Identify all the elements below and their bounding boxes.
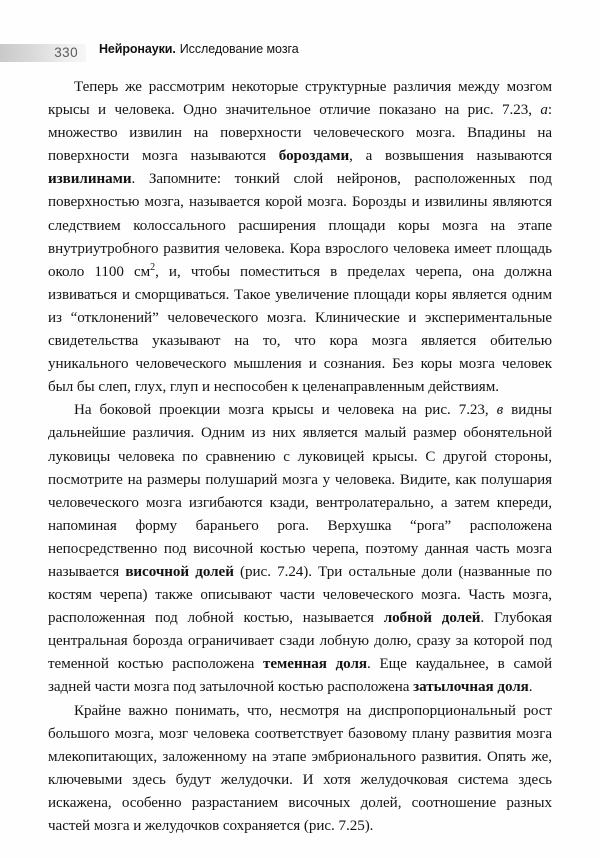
bold-term: извилинами <box>48 171 132 188</box>
bold-term: височной долей <box>125 563 234 580</box>
page-body <box>48 76 552 838</box>
text-run: . Глубокая центральная борозда ограничивает сзади лобную долю, сразу за которой под теменной костью расположена <box>48 610 552 673</box>
text-run: На боковой проекции мозга крысы и человека на рис. 7.23, <box>74 402 497 419</box>
text-run: : множество извилин на поверхности человеческого мозга. Впадины на поверхности мозга называются <box>48 102 552 165</box>
header-book-title: Нейронауки. <box>99 42 176 56</box>
text-run: . Еще каудальнее, в самой задней части мозга под затылочной костью расположена <box>48 656 552 696</box>
superscript-unit: 2 <box>150 261 156 273</box>
running-head <box>0 41 600 63</box>
paragraph-1 <box>48 76 552 399</box>
italic-figure-label: а <box>540 102 548 119</box>
paragraph-3 <box>48 700 552 839</box>
bold-term: затылочная доля <box>413 679 529 696</box>
header-section-title: Исследование мозга <box>179 42 299 56</box>
bold-term: бороздами <box>278 148 350 165</box>
text-run: (рис. 7.24). Три остальные доли (названные по костям черепа) также описывают части человеческого мозга. Часть мозга, расположенная под лобной костью, называется <box>48 563 552 627</box>
text-run: . Запомните: тонкий слой нейронов, расположенных под поверхностью мозга, называется корой мозга. Борозды и извилины являются следствием колоссального расширения площади коры мозга на этапе внутриутробного развития человека. Кора взрослого человека имеет площадь около 1100 см <box>48 171 552 280</box>
bold-term: лобной долей <box>383 610 481 627</box>
bold-term: теменная доля <box>263 656 368 673</box>
text-run: . <box>528 679 533 696</box>
header-title <box>99 42 299 56</box>
text-run: , и, чтобы поместиться в пределах черепа, она должна извиваться и сморщиваться. Такое увеличение площади коры является одним из “отклонений” человеческого мозга. Клинические и экспериментальные свидетельства указывают на то, что кора мозга является обителью уникального человеческого мышления и сознания. Без коры мозга человек был бы слеп, глух, глуп и неспособен к целенаправленным действиям. <box>48 263 552 396</box>
italic-figure-label: в <box>496 402 504 419</box>
text-run: Крайне важно понимать, что, несмотря на диспропорциональный рост большого мозга, мозг человека соответствует базовому плану развития мозга млекопитающих, заложенному на этапе эмбрионального развития. Опять же, ключевыми здесь будут желудочки. И хотя желудочковая система здесь искажена, особенно разрастанием височных долей, соотношение разных частей мозга и желудочков сохраняется (рис. 7.25). <box>48 702 552 834</box>
text-run: , а возвышения называются <box>349 148 552 165</box>
text-run: видны дальнейшие различия. Одним из них является малый размер обонятельной луковицы человека по сравнению с луковицей крысы. С другой стороны, посмотрите на размеры полушарий мозга у человека. Видите, как полушария человеческого мозга изгибаются кзади, вентролатерально, а затем кпереди, напоминая форму бараньего рога. Верхушка “рога” расположена непосредственно под височной костью черепа, поэтому данная часть мозга называется <box>48 402 552 580</box>
paragraph-2 <box>48 399 552 699</box>
page-number: 330 <box>54 45 78 60</box>
text-run: Теперь же рассмотрим некоторые структурные различия между мозгом крысы и человека. Одно значительное отличие показано на рис. 7.23, <box>48 79 552 119</box>
